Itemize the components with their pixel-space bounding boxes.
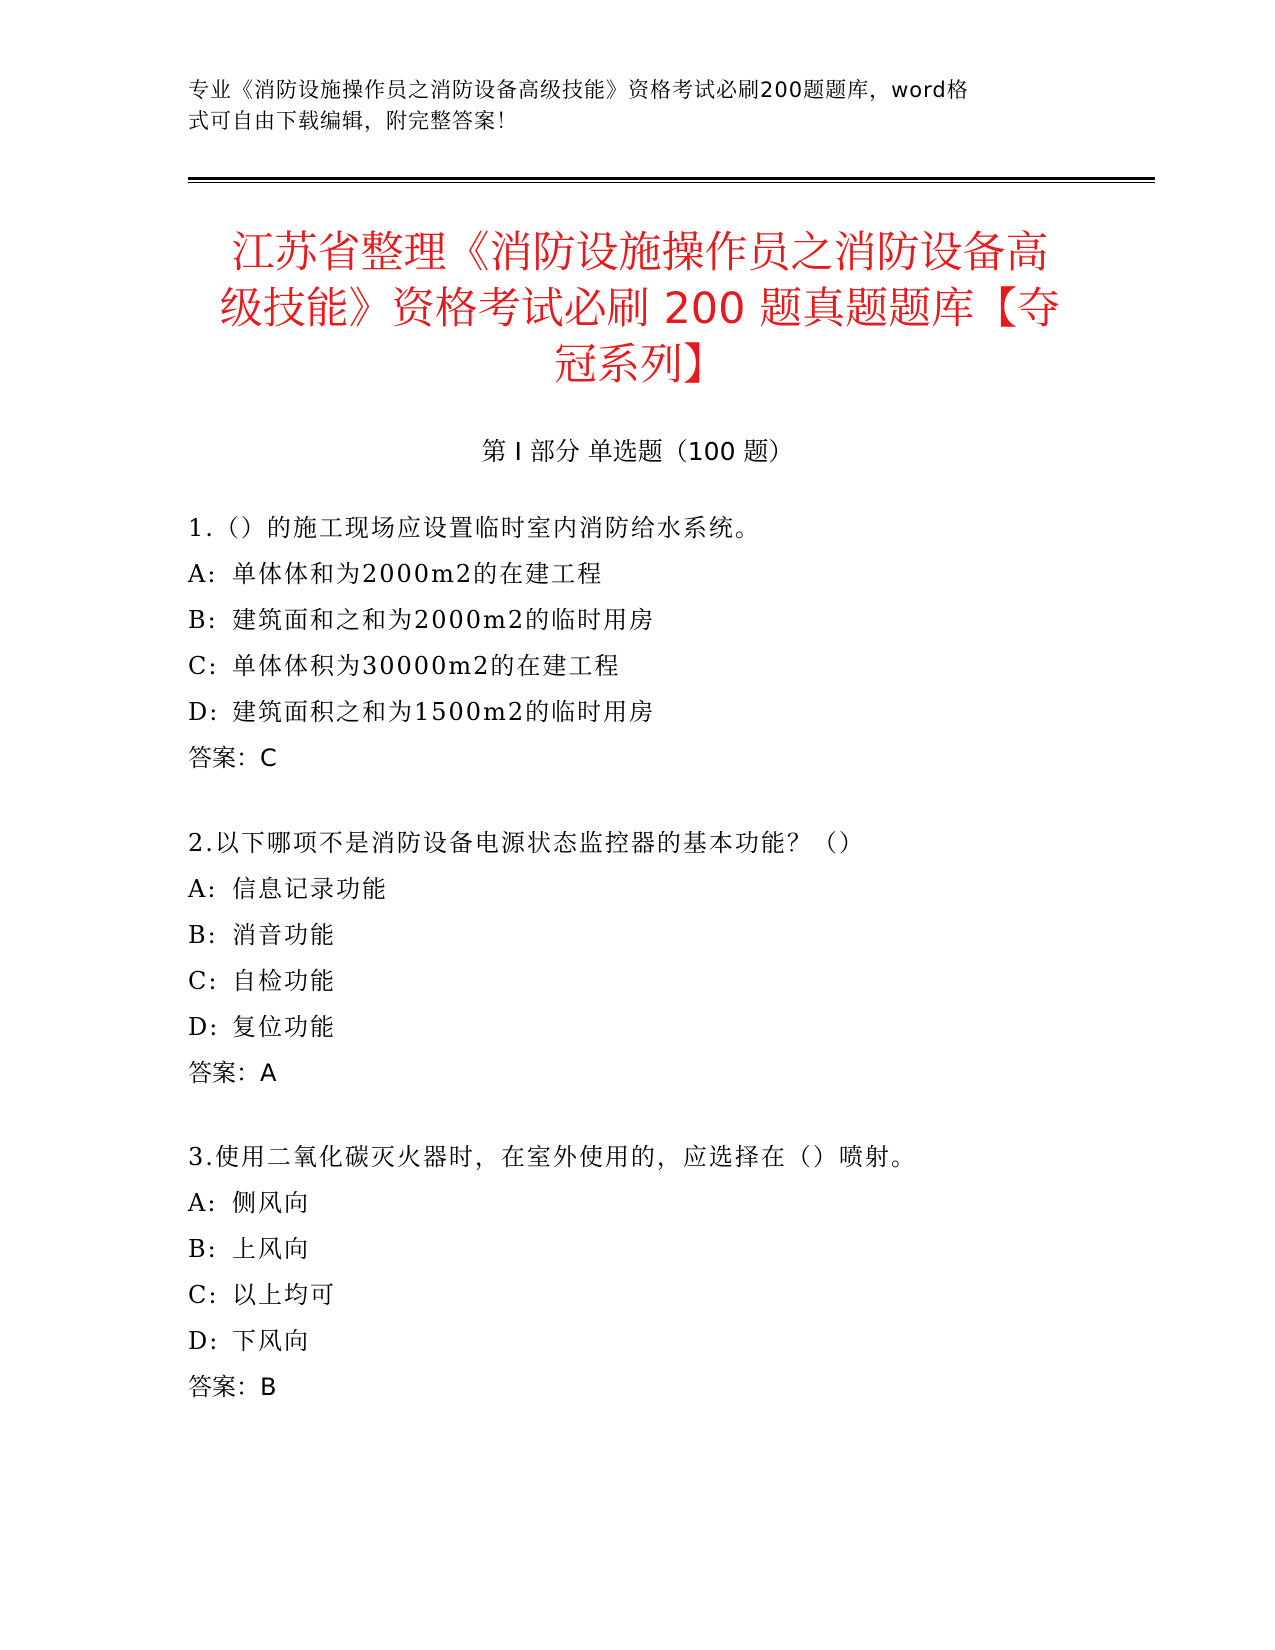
option-text: 信息记录功能 xyxy=(232,875,388,903)
option-letter: C: xyxy=(188,1281,219,1309)
option-text: 自检功能 xyxy=(232,967,336,995)
title-line-3: 冠系列】 xyxy=(554,340,726,390)
option-letter: A: xyxy=(188,1189,218,1217)
answer-line: 答案：B xyxy=(188,1373,277,1401)
option-text: 上风向 xyxy=(232,1235,310,1263)
question-stem: 2.以下哪项不是消防设备电源状态监控器的基本功能？（） xyxy=(188,829,865,857)
option-text: 下风向 xyxy=(232,1327,310,1355)
question-1 xyxy=(188,505,1168,781)
header-note-line-2: 式可自由下载编辑，附完整答案！ xyxy=(188,109,518,133)
question-3 xyxy=(188,1134,1168,1410)
option-letter: A: xyxy=(188,560,218,588)
option-a xyxy=(188,866,1168,912)
option-c xyxy=(188,958,1168,1004)
option-b xyxy=(188,597,1168,643)
option-text: 单体体积为30000m2的在建工程 xyxy=(232,652,621,680)
option-d xyxy=(188,1004,1168,1050)
option-text: 消音功能 xyxy=(232,921,336,949)
option-text: 建筑面和之和为2000m2的临时用房 xyxy=(232,606,656,634)
title-line-1: 江苏省整理《消防设施操作员之消防设备高 xyxy=(231,228,1049,278)
option-d xyxy=(188,689,1168,735)
option-text: 以上均可 xyxy=(232,1281,336,1309)
option-b xyxy=(188,1226,1168,1272)
document-title xyxy=(190,225,1090,393)
option-letter: C: xyxy=(188,967,219,995)
option-letter: C: xyxy=(188,652,219,680)
option-b xyxy=(188,912,1168,958)
question-stem: 3.使用二氧化碳灭火器时，在室外使用的，应选择在（）喷射。 xyxy=(188,1143,917,1171)
option-letter: B: xyxy=(188,606,218,634)
option-letter: A: xyxy=(188,875,218,903)
section-heading: 第 I 部分 单选题（100 题） xyxy=(481,437,794,466)
answer-line: 答案：C xyxy=(188,744,277,772)
option-c xyxy=(188,643,1168,689)
option-text: 侧风向 xyxy=(232,1189,310,1217)
option-letter: D: xyxy=(188,698,220,726)
option-text: 单体体和为2000m2的在建工程 xyxy=(232,560,604,588)
option-c xyxy=(188,1272,1168,1318)
question-stem: 1.（）的施工现场应设置临时室内消防给水系统。 xyxy=(188,514,761,542)
option-text: 建筑面积之和为1500m2的临时用房 xyxy=(232,698,656,726)
header-rule-thick xyxy=(188,177,1155,180)
header-note-line-1: 专业《消防设施操作员之消防设备高级技能》资格考试必刷200题题库，word格 xyxy=(188,78,969,102)
option-text: 复位功能 xyxy=(232,1013,336,1041)
question-2 xyxy=(188,820,1168,1096)
option-a xyxy=(188,1180,1168,1226)
option-d xyxy=(188,1318,1168,1364)
option-a xyxy=(188,551,1168,597)
header-note xyxy=(188,75,1068,137)
option-letter: B: xyxy=(188,1235,218,1263)
answer-line: 答案：A xyxy=(188,1059,277,1087)
header-rule-thin xyxy=(188,182,1155,183)
option-letter: D: xyxy=(188,1327,220,1355)
option-letter: D: xyxy=(188,1013,220,1041)
option-letter: B: xyxy=(188,921,218,949)
title-line-2: 级技能》资格考试必刷 200 题真题题库【夺 xyxy=(219,284,1061,334)
